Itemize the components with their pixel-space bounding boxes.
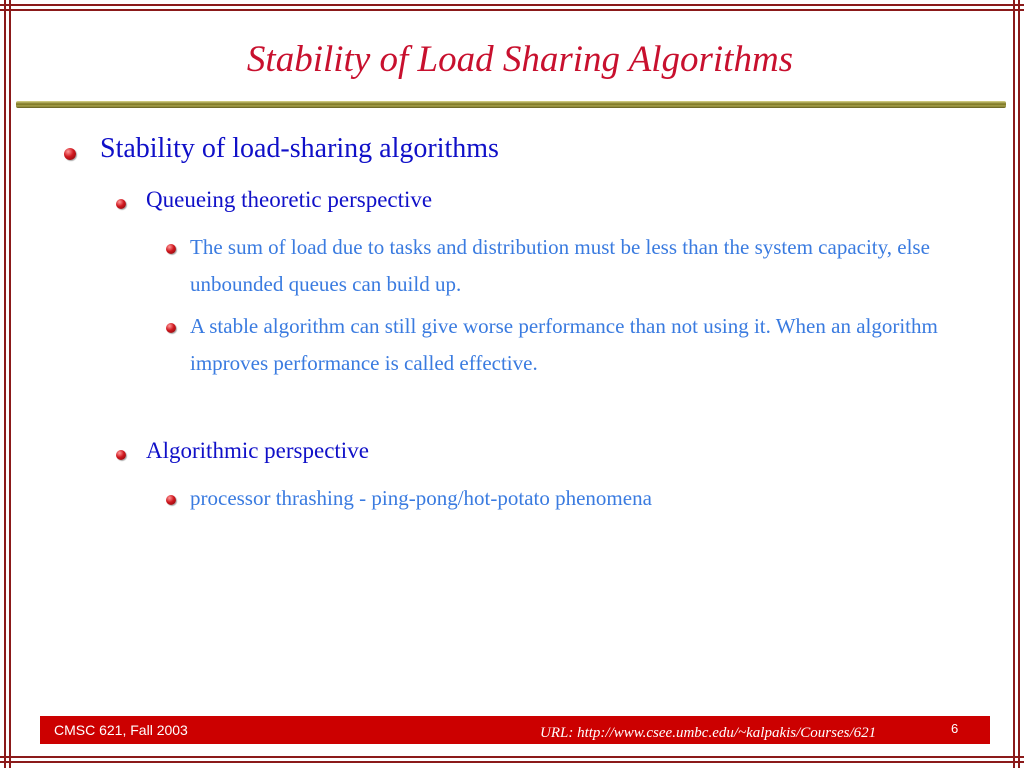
title-divider (16, 101, 1006, 108)
bullet-icon (116, 199, 126, 209)
bullet-level3-thrashing: processor thrashing - ping-pong/hot-potato phenomena (190, 486, 652, 510)
frame-left-outer (4, 0, 6, 768)
frame-bottom-inner (0, 756, 1024, 758)
footer-course: CMSC 621, Fall 2003 (54, 722, 188, 738)
frame-top-outer (0, 4, 1024, 6)
bullet-icon (166, 244, 176, 254)
bullet-level2-algorithmic: Algorithmic perspective (146, 438, 369, 463)
bullet-icon (166, 323, 176, 333)
frame-top-inner (0, 9, 1024, 11)
frame-right-outer (1018, 0, 1020, 768)
bullet-icon (64, 148, 76, 160)
bullet-icon (166, 495, 176, 505)
slide-title: Stability of Load Sharing Algorithms (246, 39, 794, 80)
bullet-level3-stable-algorithm: A stable algorithm can still give worse performance than not using it. When an algorithm improves performance is called effective. (190, 314, 938, 375)
frame-right-inner (1013, 0, 1015, 768)
bullet-level1: Stability of load-sharing algorithms (100, 133, 499, 164)
frame-bottom-outer (0, 761, 1024, 763)
bullet-level3-load-sum: The sum of load due to tasks and distribution must be less than the system capacity, else unbounded queues can build up. (190, 235, 930, 296)
frame-left-inner (9, 0, 11, 768)
bullet-icon (116, 450, 126, 460)
page-number: 6 (951, 721, 959, 736)
bullet-level2-queueing: Queueing theoretic perspective (146, 187, 433, 212)
footer-url[interactable]: URL: http://www.csee.umbc.edu/~kalpakis/Courses/621 (540, 725, 877, 741)
footer-bar (40, 716, 990, 744)
